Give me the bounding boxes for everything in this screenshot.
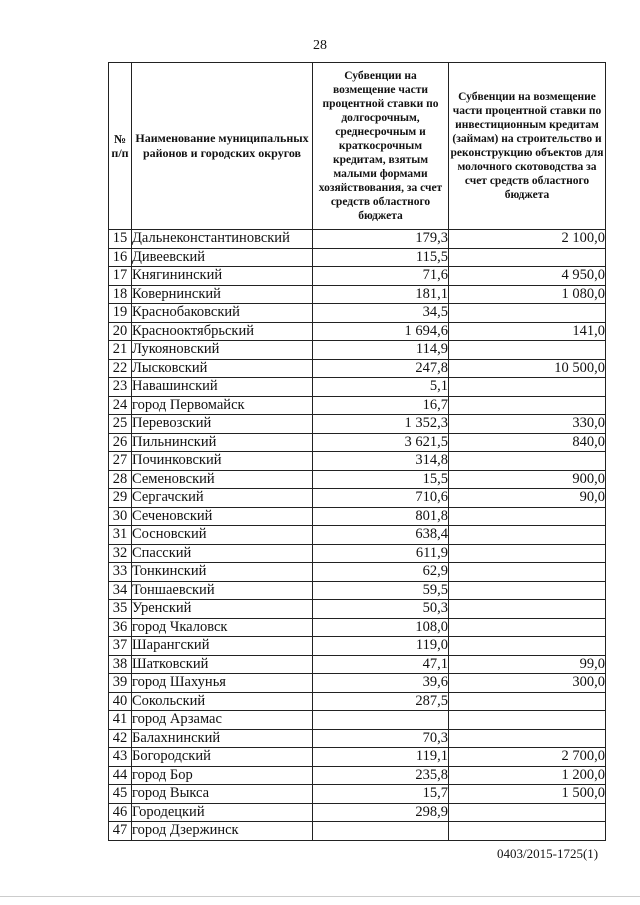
row-number: 15	[109, 230, 132, 249]
row-number: 28	[109, 470, 132, 489]
row-subsidy-small-forms: 179,3	[313, 230, 449, 249]
row-name: Городецкий	[132, 803, 313, 822]
table-row	[109, 285, 606, 304]
row-subsidy-dairy	[449, 341, 606, 360]
row-name: Семеновский	[132, 470, 313, 489]
row-name: Сосновский	[132, 526, 313, 545]
row-subsidy-dairy	[449, 304, 606, 323]
row-subsidy-small-forms: 235,8	[313, 766, 449, 785]
row-subsidy-small-forms: 3 621,5	[313, 433, 449, 452]
table-row	[109, 729, 606, 748]
row-number: 23	[109, 378, 132, 397]
table-row	[109, 803, 606, 822]
row-name: город Первомайск	[132, 396, 313, 415]
row-number: 35	[109, 600, 132, 619]
row-name: Лукояновский	[132, 341, 313, 360]
row-subsidy-small-forms	[313, 822, 449, 841]
row-number: 21	[109, 341, 132, 360]
row-subsidy-small-forms: 47,1	[313, 655, 449, 674]
row-number: 42	[109, 729, 132, 748]
row-subsidy-dairy	[449, 452, 606, 471]
table-row	[109, 581, 606, 600]
row-subsidy-dairy	[449, 544, 606, 563]
row-number: 24	[109, 396, 132, 415]
header-subsidy-dairy: Субвенции на возмещение части процентной ставки по инвестиционным кредитам (займам) на строительство и реконструкцию объектов для молочного скотоводства за счет средств областного бюджета	[449, 63, 606, 230]
row-subsidy-small-forms: 114,9	[313, 341, 449, 360]
row-name: Пильнинский	[132, 433, 313, 452]
table-row	[109, 452, 606, 471]
table-row	[109, 637, 606, 656]
row-number: 37	[109, 637, 132, 656]
row-name: Сеченовский	[132, 507, 313, 526]
row-name: Краснобаковский	[132, 304, 313, 323]
scan-edge-line	[0, 896, 640, 897]
table-row	[109, 692, 606, 711]
row-number: 46	[109, 803, 132, 822]
table-row	[109, 433, 606, 452]
row-subsidy-small-forms: 50,3	[313, 600, 449, 619]
row-subsidy-small-forms: 1 352,3	[313, 415, 449, 434]
row-subsidy-dairy	[449, 729, 606, 748]
row-name: город Бор	[132, 766, 313, 785]
table-row	[109, 785, 606, 804]
row-subsidy-dairy: 330,0	[449, 415, 606, 434]
row-number: 25	[109, 415, 132, 434]
row-subsidy-dairy: 1 080,0	[449, 285, 606, 304]
row-subsidy-small-forms: 181,1	[313, 285, 449, 304]
table-row	[109, 526, 606, 545]
row-subsidy-dairy: 900,0	[449, 470, 606, 489]
row-name: Тоншаевский	[132, 581, 313, 600]
row-name: Княгининский	[132, 267, 313, 286]
row-name: Богородский	[132, 748, 313, 767]
row-number: 33	[109, 563, 132, 582]
table-row	[109, 655, 606, 674]
row-name: Дальнеконстантиновский	[132, 230, 313, 249]
row-subsidy-dairy	[449, 711, 606, 730]
row-subsidy-small-forms: 119,1	[313, 748, 449, 767]
row-subsidy-small-forms: 59,5	[313, 581, 449, 600]
row-subsidy-dairy	[449, 526, 606, 545]
table-row	[109, 748, 606, 767]
row-number: 36	[109, 618, 132, 637]
row-name: город Арзамас	[132, 711, 313, 730]
row-subsidy-small-forms: 62,9	[313, 563, 449, 582]
row-subsidy-small-forms: 5,1	[313, 378, 449, 397]
row-number: 16	[109, 248, 132, 267]
table-row	[109, 378, 606, 397]
row-subsidy-dairy	[449, 563, 606, 582]
table-row	[109, 507, 606, 526]
row-subsidy-small-forms: 108,0	[313, 618, 449, 637]
row-number: 26	[109, 433, 132, 452]
table-row	[109, 489, 606, 508]
row-subsidy-dairy	[449, 507, 606, 526]
row-subsidy-dairy: 300,0	[449, 674, 606, 693]
row-subsidy-small-forms: 801,8	[313, 507, 449, 526]
row-number: 43	[109, 748, 132, 767]
subsidy-table	[108, 62, 606, 841]
row-subsidy-dairy: 1 200,0	[449, 766, 606, 785]
table-row	[109, 230, 606, 249]
row-number: 41	[109, 711, 132, 730]
row-name: город Дзержинск	[132, 822, 313, 841]
table-row	[109, 470, 606, 489]
row-name: Сергачский	[132, 489, 313, 508]
row-subsidy-dairy	[449, 822, 606, 841]
row-subsidy-dairy: 10 500,0	[449, 359, 606, 378]
row-number: 32	[109, 544, 132, 563]
row-number: 31	[109, 526, 132, 545]
row-number: 44	[109, 766, 132, 785]
row-name: Шатковский	[132, 655, 313, 674]
row-number: 45	[109, 785, 132, 804]
row-subsidy-dairy	[449, 248, 606, 267]
row-subsidy-small-forms: 115,5	[313, 248, 449, 267]
row-name: Навашинский	[132, 378, 313, 397]
table-row	[109, 341, 606, 360]
row-number: 34	[109, 581, 132, 600]
row-subsidy-dairy	[449, 692, 606, 711]
row-name: Балахнинский	[132, 729, 313, 748]
table-row	[109, 618, 606, 637]
row-name: Ковернинский	[132, 285, 313, 304]
table-row	[109, 248, 606, 267]
row-subsidy-small-forms: 119,0	[313, 637, 449, 656]
row-name: Дивеевский	[132, 248, 313, 267]
table-row	[109, 396, 606, 415]
table-row	[109, 674, 606, 693]
row-subsidy-dairy	[449, 600, 606, 619]
row-subsidy-small-forms: 70,3	[313, 729, 449, 748]
row-number: 17	[109, 267, 132, 286]
table-row	[109, 600, 606, 619]
row-name: Краснооктябрьский	[132, 322, 313, 341]
row-subsidy-small-forms: 638,4	[313, 526, 449, 545]
row-subsidy-dairy: 1 500,0	[449, 785, 606, 804]
row-number: 30	[109, 507, 132, 526]
row-name: Шарангский	[132, 637, 313, 656]
row-number: 39	[109, 674, 132, 693]
row-name: Сокольский	[132, 692, 313, 711]
row-subsidy-dairy: 90,0	[449, 489, 606, 508]
row-subsidy-small-forms: 1 694,6	[313, 322, 449, 341]
row-name: город Выкса	[132, 785, 313, 804]
row-subsidy-dairy: 2 100,0	[449, 230, 606, 249]
row-number: 20	[109, 322, 132, 341]
row-subsidy-small-forms: 71,6	[313, 267, 449, 286]
document-code: 0403/2015-1725(1)	[497, 846, 599, 861]
row-name: Тонкинский	[132, 563, 313, 582]
table-body	[109, 230, 606, 841]
table-row	[109, 711, 606, 730]
row-subsidy-dairy	[449, 378, 606, 397]
row-number: 18	[109, 285, 132, 304]
row-subsidy-small-forms: 39,6	[313, 674, 449, 693]
table-header-row	[109, 63, 606, 230]
row-subsidy-small-forms: 298,9	[313, 803, 449, 822]
row-subsidy-small-forms: 611,9	[313, 544, 449, 563]
row-number: 22	[109, 359, 132, 378]
row-number: 19	[109, 304, 132, 323]
row-subsidy-small-forms: 710,6	[313, 489, 449, 508]
row-subsidy-dairy	[449, 803, 606, 822]
page-number: 28	[313, 38, 327, 53]
row-subsidy-small-forms	[313, 711, 449, 730]
table-row	[109, 544, 606, 563]
row-subsidy-dairy: 2 700,0	[449, 748, 606, 767]
header-name: Наименование муниципальных районов и городских округов	[132, 63, 313, 230]
row-subsidy-dairy	[449, 581, 606, 600]
row-number: 27	[109, 452, 132, 471]
row-number: 29	[109, 489, 132, 508]
row-subsidy-dairy: 4 950,0	[449, 267, 606, 286]
table-row	[109, 267, 606, 286]
row-subsidy-small-forms: 34,5	[313, 304, 449, 323]
row-name: Починковский	[132, 452, 313, 471]
row-name: город Чкаловск	[132, 618, 313, 637]
row-subsidy-dairy: 141,0	[449, 322, 606, 341]
row-subsidy-dairy	[449, 637, 606, 656]
row-number: 38	[109, 655, 132, 674]
row-name: Лысковский	[132, 359, 313, 378]
table-row	[109, 304, 606, 323]
row-number: 40	[109, 692, 132, 711]
table-row	[109, 766, 606, 785]
row-subsidy-dairy	[449, 618, 606, 637]
row-subsidy-small-forms: 15,5	[313, 470, 449, 489]
row-name: Перевозский	[132, 415, 313, 434]
row-name: Уренский	[132, 600, 313, 619]
row-subsidy-small-forms: 314,8	[313, 452, 449, 471]
row-name: Спасский	[132, 544, 313, 563]
row-subsidy-small-forms: 15,7	[313, 785, 449, 804]
row-subsidy-dairy: 99,0	[449, 655, 606, 674]
row-subsidy-small-forms: 16,7	[313, 396, 449, 415]
table-row	[109, 322, 606, 341]
row-subsidy-dairy: 840,0	[449, 433, 606, 452]
row-subsidy-small-forms: 247,8	[313, 359, 449, 378]
table-row	[109, 822, 606, 841]
table-row	[109, 359, 606, 378]
table-row	[109, 563, 606, 582]
header-number: № п/п	[109, 63, 132, 230]
table-row	[109, 415, 606, 434]
row-subsidy-small-forms: 287,5	[313, 692, 449, 711]
row-number: 47	[109, 822, 132, 841]
row-subsidy-dairy	[449, 396, 606, 415]
row-name: город Шахунья	[132, 674, 313, 693]
header-subsidy-small-forms: Субвенции на возмещение части процентной ставки по долгосрочным, среднесрочным и краткосрочным кредитам, взятым малыми формами хозяйствования, за счет средств областного бюджета	[313, 63, 449, 230]
